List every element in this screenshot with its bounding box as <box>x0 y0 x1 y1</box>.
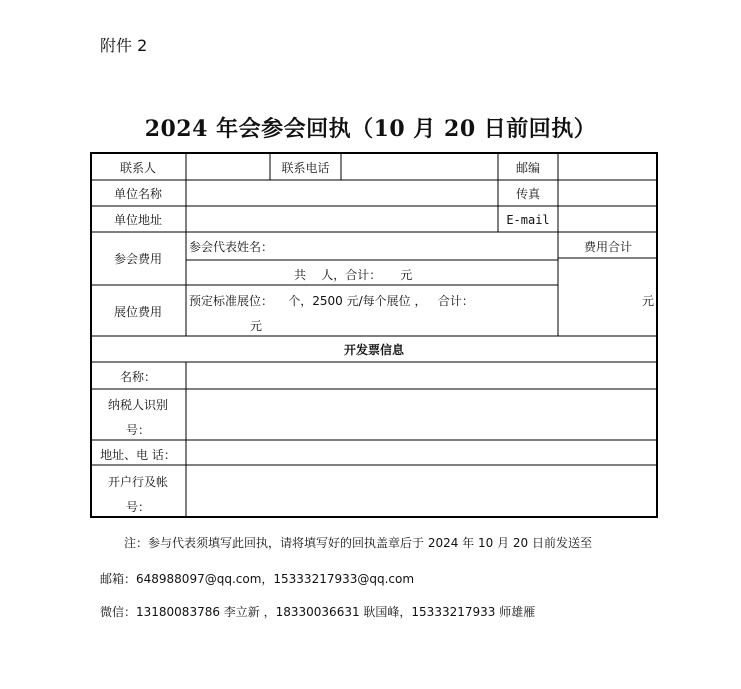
attachment-label: 附件 2 <box>100 36 148 55</box>
invoice-name-label: 名称： <box>119 370 156 384</box>
fax-label: 传真 <box>515 187 540 201</box>
contact-phone-label: 联系电话 <box>281 161 330 175</box>
booth-fee-label: 展位费用 <box>113 305 162 319</box>
email-label: E-mail <box>506 213 550 227</box>
invoice-name-field[interactable] <box>187 363 656 388</box>
fee-total-unit: 元 <box>642 294 655 308</box>
bank-account-label-1: 开户行及帐 <box>107 475 168 489</box>
bank-account-label-2: 号： <box>125 500 150 514</box>
taxpayer-id-label-2: 号： <box>125 423 150 437</box>
registration-form <box>90 152 658 518</box>
page-title: 2024 年会参会回执（10 月 20 日前回执） <box>144 116 597 142</box>
org-address-field[interactable] <box>187 207 497 231</box>
taxpayer-id-field[interactable] <box>187 390 656 439</box>
note-line-3-wechat: 微信：13180083786 李立新 ，18330036631 耿国峰，15333217933 师雄雁 <box>100 605 536 619</box>
contact-label: 联系人 <box>119 161 156 175</box>
contact-field[interactable] <box>187 153 269 179</box>
rep-names-label: 参会代表姓名： <box>189 240 274 254</box>
attend-fee-label: 参会费用 <box>113 252 162 266</box>
address-phone-label: 地址、电 话： <box>100 448 176 462</box>
org-name-label: 单位名称 <box>113 187 162 201</box>
org-name-field[interactable] <box>187 181 497 205</box>
invoice-header: 开发票信息 <box>343 343 404 357</box>
address-phone-field[interactable] <box>187 441 656 464</box>
bank-account-field[interactable] <box>187 466 656 516</box>
booth-line-1: 预定标准展位： 个，2500 元/每个展位 ， 合计： <box>189 294 474 308</box>
fee-total-label: 费用合计 <box>583 240 632 254</box>
attendee-count-line: 共 人，合计： 元 <box>294 268 413 282</box>
booth-line-2: 元 <box>250 319 263 333</box>
taxpayer-id-label-1: 纳税人识别 <box>107 398 168 412</box>
note-line-2-email: 邮箱：648988097@qq.com，15333217933@qq.com <box>100 572 415 586</box>
email-field[interactable] <box>559 207 656 231</box>
fax-field[interactable] <box>559 181 656 205</box>
postcode-label: 邮编 <box>515 161 540 175</box>
org-address-label: 单位地址 <box>113 213 162 227</box>
postcode-field[interactable] <box>559 153 656 179</box>
contact-phone-field[interactable] <box>342 153 497 179</box>
note-line-1: 注：参与代表须填写此回执，请将填写好的回执盖章后于 2024 年 10 月 20 日前发送至 <box>124 536 592 550</box>
